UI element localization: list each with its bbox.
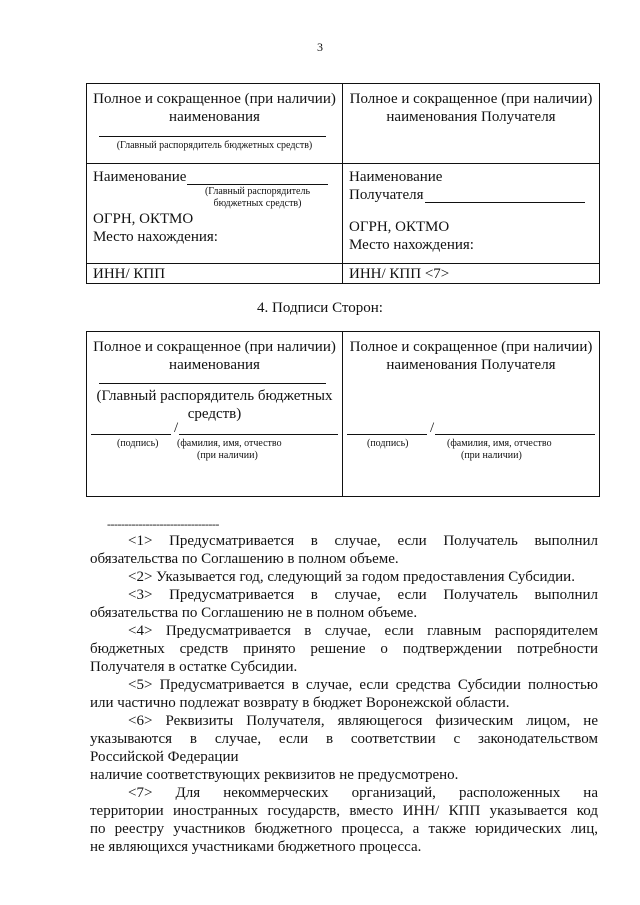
signatures-table	[86, 331, 600, 497]
footnote-1-line-1: <1> Предусматривается в случае, если Получатель выполнил	[128, 533, 598, 549]
footnote-2: <2> Указывается год, следующий за годом предоставления Субсидии.	[128, 569, 575, 585]
grantor-header: Полное и сокращенное (при наличии) наименования	[93, 91, 336, 125]
grantor-fio-label-1: (фамилия, имя, отчество	[177, 438, 282, 449]
grantor-inn: ИНН/ КПП	[93, 266, 166, 282]
grantor-details-cell	[87, 164, 343, 264]
recipient-signature-line	[347, 434, 427, 435]
signatures-row	[87, 332, 600, 497]
recipient-fio-label-2: (при наличии)	[461, 450, 522, 461]
footnote-3-line-2: обязательства по Соглашению не в полном объеме.	[90, 605, 418, 621]
recipient-details-cell	[343, 164, 600, 264]
recipient-name-label-1: Наименование	[349, 169, 443, 185]
footnote-6-line-3: Российской Федерации	[90, 749, 239, 765]
grantor-signature-line	[91, 434, 171, 435]
grantor-name-line	[99, 136, 326, 137]
grantor-slash: /	[174, 420, 179, 436]
recipient-sig-label: (подпись)	[367, 438, 409, 449]
recipient-header-cell	[343, 84, 600, 164]
footnote-6-line-4: наличие соответствующих реквизитов не предусмотрено.	[90, 767, 459, 783]
footnote-separator: --------------------------------	[107, 517, 219, 531]
footnote-6-line-2: указываются в случае, если в соответствии с законодательством	[90, 731, 598, 747]
recipient-name-field-line	[425, 202, 585, 203]
grantor-name-label: Наименование	[93, 169, 187, 185]
recipient-location: Место нахождения:	[349, 237, 474, 253]
recipient-fio-line	[435, 434, 595, 435]
grantor-caption: (Главный распорядитель бюджетных средств)	[116, 140, 313, 151]
grantor-ogrn: ОГРН, ОКТМО	[93, 211, 194, 227]
footnote-7-line-1: <7> Для некоммерческих организаций, расположенных на	[128, 785, 598, 801]
grantor-signature-cell	[87, 332, 343, 497]
requisites-table	[86, 83, 600, 284]
recipient-header: Полное и сокращенное (при наличии) наименования Получателя	[349, 91, 593, 125]
grantor-inn-cell	[87, 264, 343, 284]
recipient-slash: /	[430, 420, 435, 436]
recipient-name-label-2: Получателя	[349, 187, 424, 203]
footnote-4-line-2: бюджетных средств принято решение о подтверждении потребности	[90, 641, 598, 657]
footnote-5-line-1: <5> Предусматривается в случае, если средства Субсидии полностью	[128, 677, 598, 693]
footnote-7-line-3: по реестру участников бюджетного процесса, а также юридических лиц,	[90, 821, 598, 837]
requisites-header-row	[87, 84, 600, 164]
requisites-inn-row	[87, 264, 600, 284]
recipient-inn: ИНН/ КПП <7>	[349, 266, 450, 282]
section-title: 4. Подписи Сторон:	[257, 300, 383, 316]
grantor-name-field-line	[187, 184, 328, 185]
footnote-4-line-3: Получателя в остатке Субсидии.	[90, 659, 298, 675]
recipient-sign-header: Полное и сокращенное (при наличии) наименования Получателя	[349, 339, 593, 373]
recipient-fio-label-1: (фамилия, имя, отчество	[447, 438, 552, 449]
footnote-3-line-1: <3> Предусматривается в случае, если Получатель выполнил	[128, 587, 598, 603]
requisites-details-row	[87, 164, 600, 264]
footnote-1-line-2: обязательства по Соглашению в полном объеме.	[90, 551, 399, 567]
grantor-sign-header: Полное и сокращенное (при наличии) наименования	[93, 339, 336, 373]
grantor-fio-label-2: (при наличии)	[197, 450, 258, 461]
recipient-ogrn: ОГРН, ОКТМО	[349, 219, 450, 235]
footnote-4-line-1: <4> Предусматривается в случае, если главным распорядителем	[128, 623, 598, 639]
grantor-location: Место нахождения:	[93, 229, 218, 245]
grantor-header-cell	[87, 84, 343, 164]
recipient-signature-cell	[343, 332, 600, 497]
footnote-6-line-1: <6> Реквизиты Получателя, являющегося физическим лицом, не	[128, 713, 598, 729]
recipient-inn-cell	[343, 264, 600, 284]
grantor-name-caption: (Главный распорядитель бюджетных средств)	[204, 186, 311, 209]
grantor-sig-label: (подпись)	[117, 438, 159, 449]
footnote-5-line-2: или частично подлежат возврату в бюджет Воронежской области.	[90, 695, 510, 711]
grantor-fio-line	[179, 434, 338, 435]
grantor-sign-name-line	[99, 383, 326, 384]
footnote-7-line-2: территории иностранных государств, вместо ИНН/ КПП указывается код	[90, 803, 598, 819]
page-number: 3	[317, 40, 323, 54]
footnote-7-line-4: не являющихся участниками бюджетного процесса.	[90, 839, 422, 855]
grantor-sign-caption: (Главный распорядитель бюджетных средств)	[96, 388, 333, 422]
